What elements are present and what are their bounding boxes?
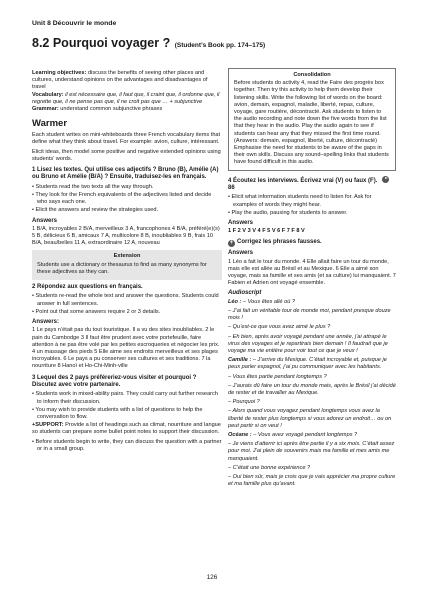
exercise-3-support: [32, 422, 222, 436]
objectives-label: Learning objectives:: [32, 70, 87, 76]
audioscript-line: [228, 441, 396, 463]
corrigez-title-text: Corrigez les phrases fausses.: [237, 239, 322, 246]
consolidation-text: Before students do activity 4, read the Faire des progrès box together. Then try this activity to help them develop their listening skills. Write the following list of words on the board: avion, demain, espagnol, maladie, liberté, repas, culture, voyage, gare routière, décontracté. Ask students to listen to the audio recording and note down the five words from the list that they hear in the audio. Play the audio again to see if students can hear any that they missed the first time round. (Answers: demain, espagnol, liberté, culture, décontracté) Emphasise the need for students to be aware of the gaps in their own skills. Discuss any sound–spelling links that students have found difficult in this audio.: [234, 80, 389, 166]
audioscript-line: [228, 299, 396, 306]
objectives-text: discuss the benefits of seeing other places and cultures, understand opinions on the advantages and disadvantages of travel: [32, 70, 208, 91]
audioscript-line: [228, 432, 396, 439]
unit-header: Unit 8 Découvrir le monde: [32, 20, 117, 27]
script-text: – J’ai fait un véritable tour de monde moi, pendant presque douze mois !: [228, 307, 391, 322]
audioscript-label: Audioscript: [228, 290, 262, 297]
grammar-label: Grammar:: [32, 106, 59, 113]
exercise-3-bullet: • You may wish to provide students with a list of questions to help the conversation to flow.: [32, 406, 203, 420]
consolidation-title: Consolidation: [293, 72, 331, 78]
exercise-2-bullet: • Point out that some answers require 2 or 3 details.: [32, 308, 161, 315]
exercise-4-answers-label: Answers: [228, 220, 254, 227]
script-text: – Vous avez voyagé pendant longtemps ?: [251, 431, 358, 438]
audioscript-line: [228, 308, 396, 322]
right-column: [228, 68, 396, 490]
exercise-3-bullet: • Students work in mixed-ability pairs. They could carry out further research to inform their discussion.: [32, 391, 218, 405]
exercise-1-bullet: • They look for the French equivalents of the adjectives listed and decide who says each one.: [32, 192, 212, 206]
audioscript-line: [228, 334, 396, 356]
script-text: – C’était une bonne expérience ?: [228, 464, 311, 471]
plus-circle-icon: +: [229, 240, 234, 247]
audio-track-number: 86: [228, 185, 235, 192]
exercise-3-title: 3 Lequel des 2 pays préféreriez-vous visiter et pourquoi ? Discutez avec votre partenaire.: [32, 374, 197, 388]
left-column: [32, 70, 222, 454]
script-text: – J’arrive du Mexique. C’était incroyable et, puisque je peux parler espagnol, j’ai pu communiquer avec les habitants.: [228, 357, 387, 371]
script-text: – Vous êtes allé où ?: [241, 298, 295, 305]
grammar-text: understand common subjunctive phrases: [58, 106, 163, 113]
audioscript-line: [228, 465, 396, 472]
audio-icon: [382, 176, 389, 183]
corrigez-answers-label: Answers: [228, 250, 254, 257]
audioscript-line: [228, 324, 396, 331]
audioscript-line: [228, 357, 396, 371]
warmer-heading: Warmer: [32, 118, 68, 130]
audioscript-line: [228, 374, 396, 381]
script-text: – Qu’est-ce que vous avez aimé le plus ?: [228, 324, 331, 331]
extension-title: Extension: [113, 253, 141, 260]
exercise-3-bullet: • Before students begin to write, they can discuss the question with a partner or in a small group.: [32, 438, 222, 452]
script-text: – Vous êtes partie pendant longtemps ?: [228, 373, 327, 380]
script-text: – Je viens d’atterrir ici après être partie il y a six mois. C’était assez pour moi. J’ai plein de souvenirs mais ma famille et mes amis me manquaient.: [228, 441, 395, 462]
exercise-2-title: 2 Répondez aux questions en français.: [32, 284, 143, 291]
page-reference: (Student’s Book pp. 174–175): [174, 42, 266, 49]
script-text: – Oui bien sûr, mais je crois que je vais apprécier ma propre culture et ma famille plus qu’avant.: [228, 473, 396, 488]
script-text: – J’aurais dû faire un tour du monde mais, après le Brésil j’ai décidé de rester et de travailler au Mexique.: [228, 382, 396, 396]
extension-box: [32, 250, 222, 280]
speaker-name: Camille :: [228, 357, 252, 364]
audioscript-line: [228, 399, 396, 406]
exercise-4-title-text: 4 Écoutez les interviews. Écrivez vrai (V) ou faux (F).: [228, 177, 378, 184]
warmer-paragraph: Each student writes on mini-whiteboards three French vocabulary items that define what they think about travel. For example: avion, culture, intéressant.: [32, 132, 221, 146]
vocabulary-label: Vocabulary:: [32, 91, 64, 98]
exercise-1-title: 1 Lisez les textes. Qui utilise ces adjectifs ? Bruno (B), Amélie (A) ou Bruno et Amélie (B/A) ? Ensuite, traduisez-les en français.: [32, 167, 219, 181]
script-text: – Eh bien, après avoir voyagé pendant une année, j’ai attrapé le virus des voyages et je repartirais bien demain ! Il faudrait que je voyage ma vie entière pour voir tout ce que je veux !: [228, 333, 388, 354]
exercise-4-answers: 1 F 2 V 3 V 4 F 5 V 6 F 7 F 8 V: [228, 228, 305, 235]
page-number: 126: [206, 574, 218, 581]
speaker-name: Léo :: [228, 298, 242, 305]
consolidation-box: [228, 68, 396, 171]
audioscript-line: [228, 408, 396, 430]
exercise-4-bullet: • Elicit what information students need to listen for. Ask for examples of words they might hear.: [228, 194, 372, 208]
corrigez-answers: 1 Léo a fait le tour du monde. 4 Elle allait faire un tour du monde, mais elle est allée au Brésil et au Mexique. 6 Elle a aimé son voyage, mais sa famille et ses amis (et sa culture) lui manquaient. 7 Fabien et Adrien ont voyagé ensemble.: [228, 258, 396, 287]
exercise-4-title: [228, 176, 396, 193]
speaker-name: Océane :: [228, 431, 252, 438]
warmer-paragraph: Elicit ideas, then model some positive and negative extended opinions using students’ words.: [32, 148, 221, 162]
exercise-2-answers: 1 Le pays n’était pas du tout touristique. Il a vu des sites inoubliables. 2 le pain du Cambodge 3 Il faut être prudent avec votre portefeuille, faire attention à ne pas être volé par les petites escroqueries et négocier les prix. 4 un massage des pieds 5 Elle aime ses endroits merveilleux et ses plages incroyables. 6 Le pays a pu conserver ses cultures et ses traditions. 7 la nourriture 8 Hanoï et Ho-Chi-Minh-ville: [32, 327, 220, 370]
extension-text: Students use a dictionary or thesaurus to find as many synonyms for these adjectives as they can.: [37, 261, 207, 275]
support-label: +SUPPORT:: [32, 422, 64, 429]
script-text: – Pourquoi ?: [228, 399, 260, 406]
support-text: Provide a list of headings such as climat, nourriture and langue so students can prepare some bullet point notes to support their discussion.: [32, 422, 221, 436]
exercise-1-answers: 1 B/A, incroyables 2 B/A, merveilleux 3 A, francophones 4 B/A, préféré(e)(s) 5 B, délicieux 6 B, amicaux 7 A, multicolore 8 B, inoubliables 9 B, frais 10 B/A, beau/belles 11 A, extraordinaire 12 A, nouveau: [32, 225, 220, 247]
vocabulary-text: il est nécessaire que, il faut que, il craint que, il ordonne que, il regrette que, il ne pense pas que, il ne croit pas que … + subjunctive: [32, 91, 220, 105]
exercise-1-bullet: • Students read the two texts all the way through.: [32, 183, 154, 190]
exercise-4-bullet: • Play the audio, pausing for students to answer.: [228, 209, 348, 216]
page-title-row: [32, 34, 265, 52]
corrigez-title: [228, 239, 396, 247]
audioscript-line: [228, 474, 396, 488]
exercise-1-answers-label: Answers: [32, 217, 58, 224]
exercise-1-bullet: • Elicit the answers and review the strategies used.: [32, 207, 159, 214]
script-text: – Alors quand vous voyagez pendant longtemps vous avez la liberté de rester plus longtemps si vous adorez un endroit… ou on peut partir si on veut !: [228, 408, 392, 429]
audioscript: [228, 299, 396, 489]
objectives-block: [32, 70, 222, 113]
page-title: 8.2 Pourquoi voyager ?: [32, 36, 171, 50]
exercise-2-answers-label: Answers:: [32, 319, 60, 326]
exercise-2-bullet: • Students re-read the whole text and answer the questions. Students could answer in full sentences.: [32, 293, 219, 307]
audioscript-line: [228, 383, 396, 397]
